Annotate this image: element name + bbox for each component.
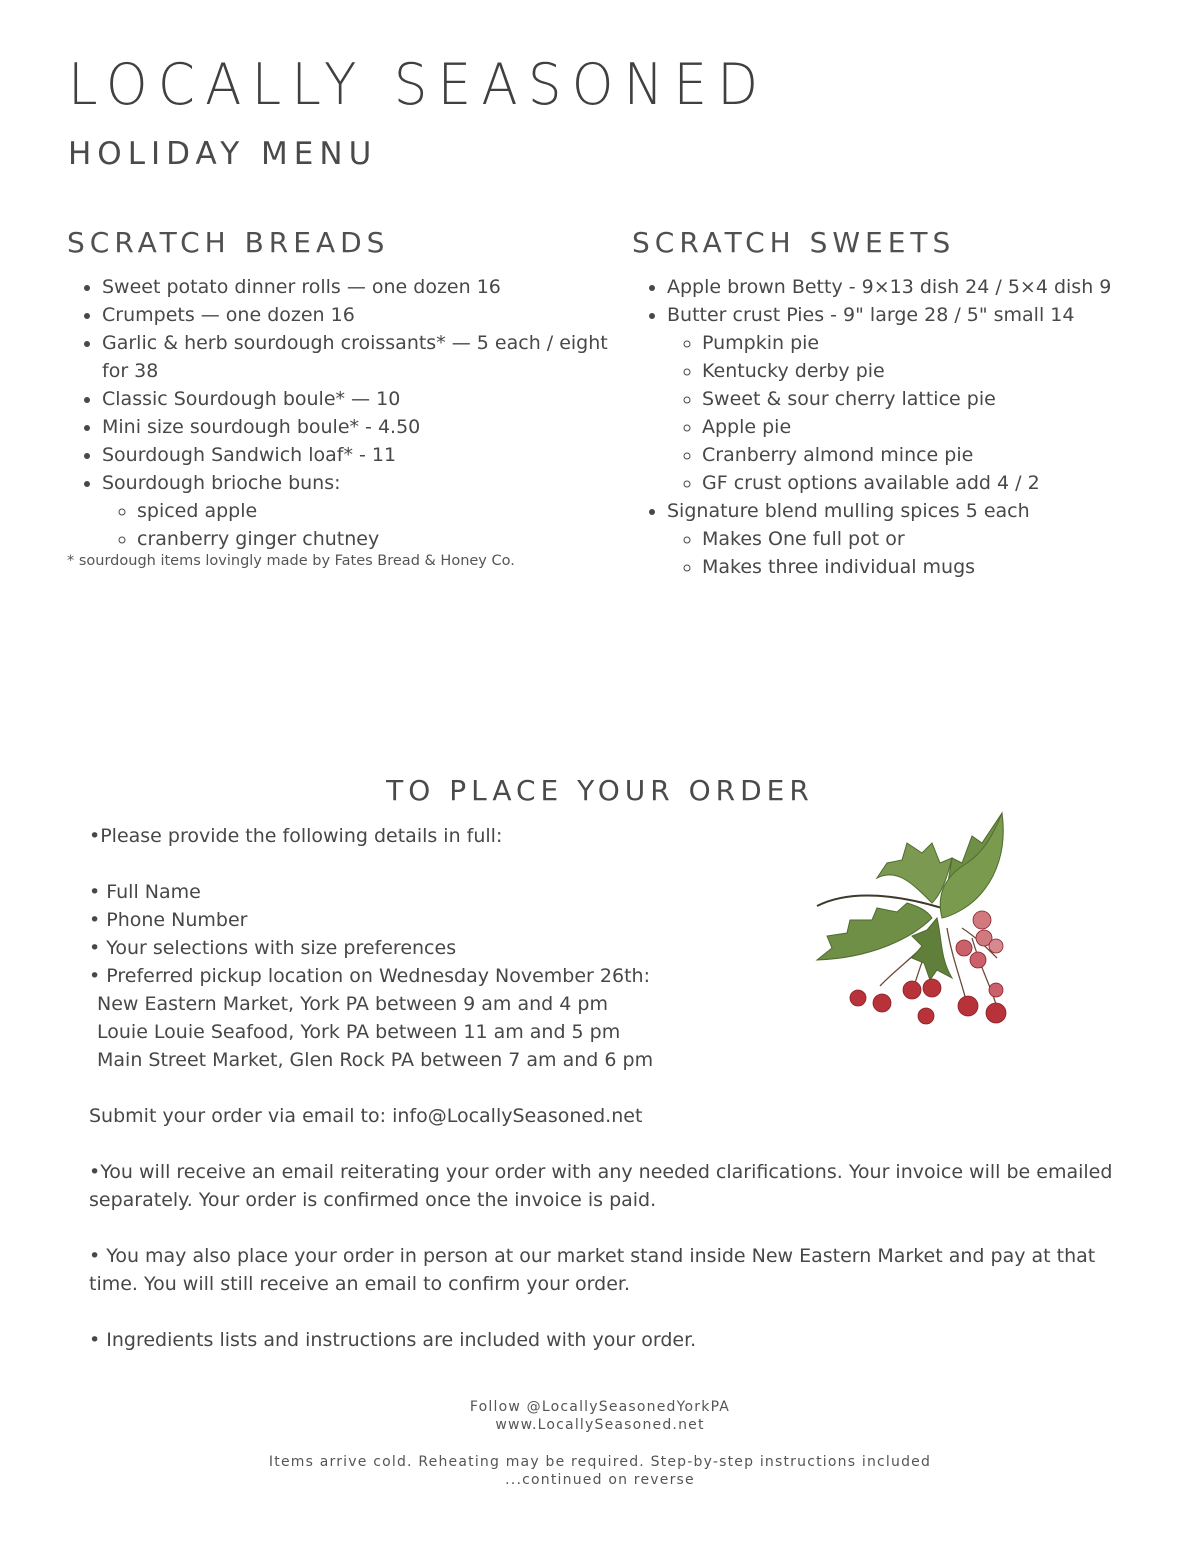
sub-list-item: ◦ GF crust options available add 4 / 2	[702, 469, 1172, 497]
breads-section	[67, 226, 627, 571]
footer-notice	[0, 1453, 1200, 1489]
sub-list-item: ◦ Kentucky derby pie	[702, 357, 1172, 385]
in-person-text: • You may also place your order in person at our market stand inside New Eastern Market and pay at that time. You will still receive an email to confirm your order.	[89, 1245, 1096, 1295]
spice-options	[667, 525, 1172, 581]
follow-handle[interactable]: Follow @LocallySeasonedYorkPA	[469, 1399, 731, 1415]
pie-options	[667, 329, 1172, 497]
pies-label: Butter crust Pies - 9" large 28 / 5" small 14	[667, 304, 1075, 326]
sub-list-item: ◦ spiced apple	[137, 497, 627, 525]
pickup-location: New Eastern Market, York PA between 9 am and 4 pm	[97, 993, 608, 1015]
sub-list-item: ◦ Cranberry almond mince pie	[702, 441, 1172, 469]
breads-list	[67, 273, 627, 553]
list-item: • Garlic & herb sourdough croissants* — 5 each / eight for 38	[102, 329, 627, 385]
sub-list-item: ◦ Makes One full pot or	[702, 525, 1172, 553]
detail-item: • Your selections with size preferences	[89, 937, 457, 959]
list-item: • Apple brown Betty - 9×13 dish 24 / 5×4 dish 9	[667, 273, 1172, 301]
confirm-text: •You will receive an email reiterating your order with any needed clarifications. Your invoice will be emailed separately. Your order is confirmed once the invoice is paid.	[89, 1161, 1113, 1211]
detail-item: • Phone Number	[89, 909, 248, 931]
website-link[interactable]: www.LocallySeasoned.net	[495, 1417, 705, 1433]
brioche-label: Sourdough brioche buns:	[102, 472, 341, 494]
sub-list-item: ◦ Apple pie	[702, 413, 1172, 441]
submit-email-text: Submit your order via email to: info@LocallySeasoned.net	[89, 1105, 643, 1127]
sub-list-item: ◦ Sweet & sour cherry lattice pie	[702, 385, 1172, 413]
pickup-location: Main Street Market, Glen Rock PA between 7 am and 6 pm	[97, 1049, 654, 1071]
sub-list-item: ◦ cranberry ginger chutney	[137, 525, 627, 553]
sub-list-item: ◦ Pumpkin pie	[702, 329, 1172, 357]
reheating-notice: Items arrive cold. Reheating may be required. Step-by-step instructions included	[268, 1454, 932, 1470]
continued-note: ...continued on reverse	[505, 1472, 695, 1488]
list-item	[102, 469, 627, 553]
sourdough-footnote: * sourdough items lovingly made by Fates Bread & Honey Co.	[67, 553, 515, 569]
list-item	[667, 497, 1172, 581]
pickup-location: Louie Louie Seafood, York PA between 11 am and 5 pm	[97, 1021, 621, 1043]
sweets-heading: SCRATCH SWEETS	[632, 226, 956, 259]
menu-subtitle: HOLIDAY MENU	[68, 136, 378, 172]
ingredients-text: • Ingredients lists and instructions are included with your order.	[89, 1329, 697, 1351]
sweets-list	[632, 273, 1172, 581]
brand-title: LOCALLY SEASONED	[68, 52, 769, 118]
list-item: • Sweet potato dinner rolls — one dozen 16	[102, 273, 627, 301]
list-item: • Mini size sourdough boule* - 4.50	[102, 413, 627, 441]
social-info	[0, 1398, 1200, 1434]
list-item	[667, 301, 1172, 497]
holly-berry-illustration	[812, 808, 1032, 1033]
spices-label: Signature blend mulling spices 5 each	[667, 500, 1030, 522]
list-item: • Classic Sourdough boule* — 10	[102, 385, 627, 413]
breads-heading: SCRATCH BREADS	[67, 226, 390, 259]
order-heading: TO PLACE YOUR ORDER	[386, 774, 814, 807]
list-item: • Sourdough Sandwich loaf* - 11	[102, 441, 627, 469]
sweets-section	[632, 226, 1172, 581]
list-item: • Crumpets — one dozen 16	[102, 301, 627, 329]
brioche-options	[102, 497, 627, 553]
sub-list-item: ◦ Makes three individual mugs	[702, 553, 1172, 581]
order-intro: •Please provide the following details in full:	[89, 825, 503, 847]
detail-item: • Full Name	[89, 881, 201, 903]
detail-item: • Preferred pickup location on Wednesday November 26th:	[89, 965, 650, 987]
